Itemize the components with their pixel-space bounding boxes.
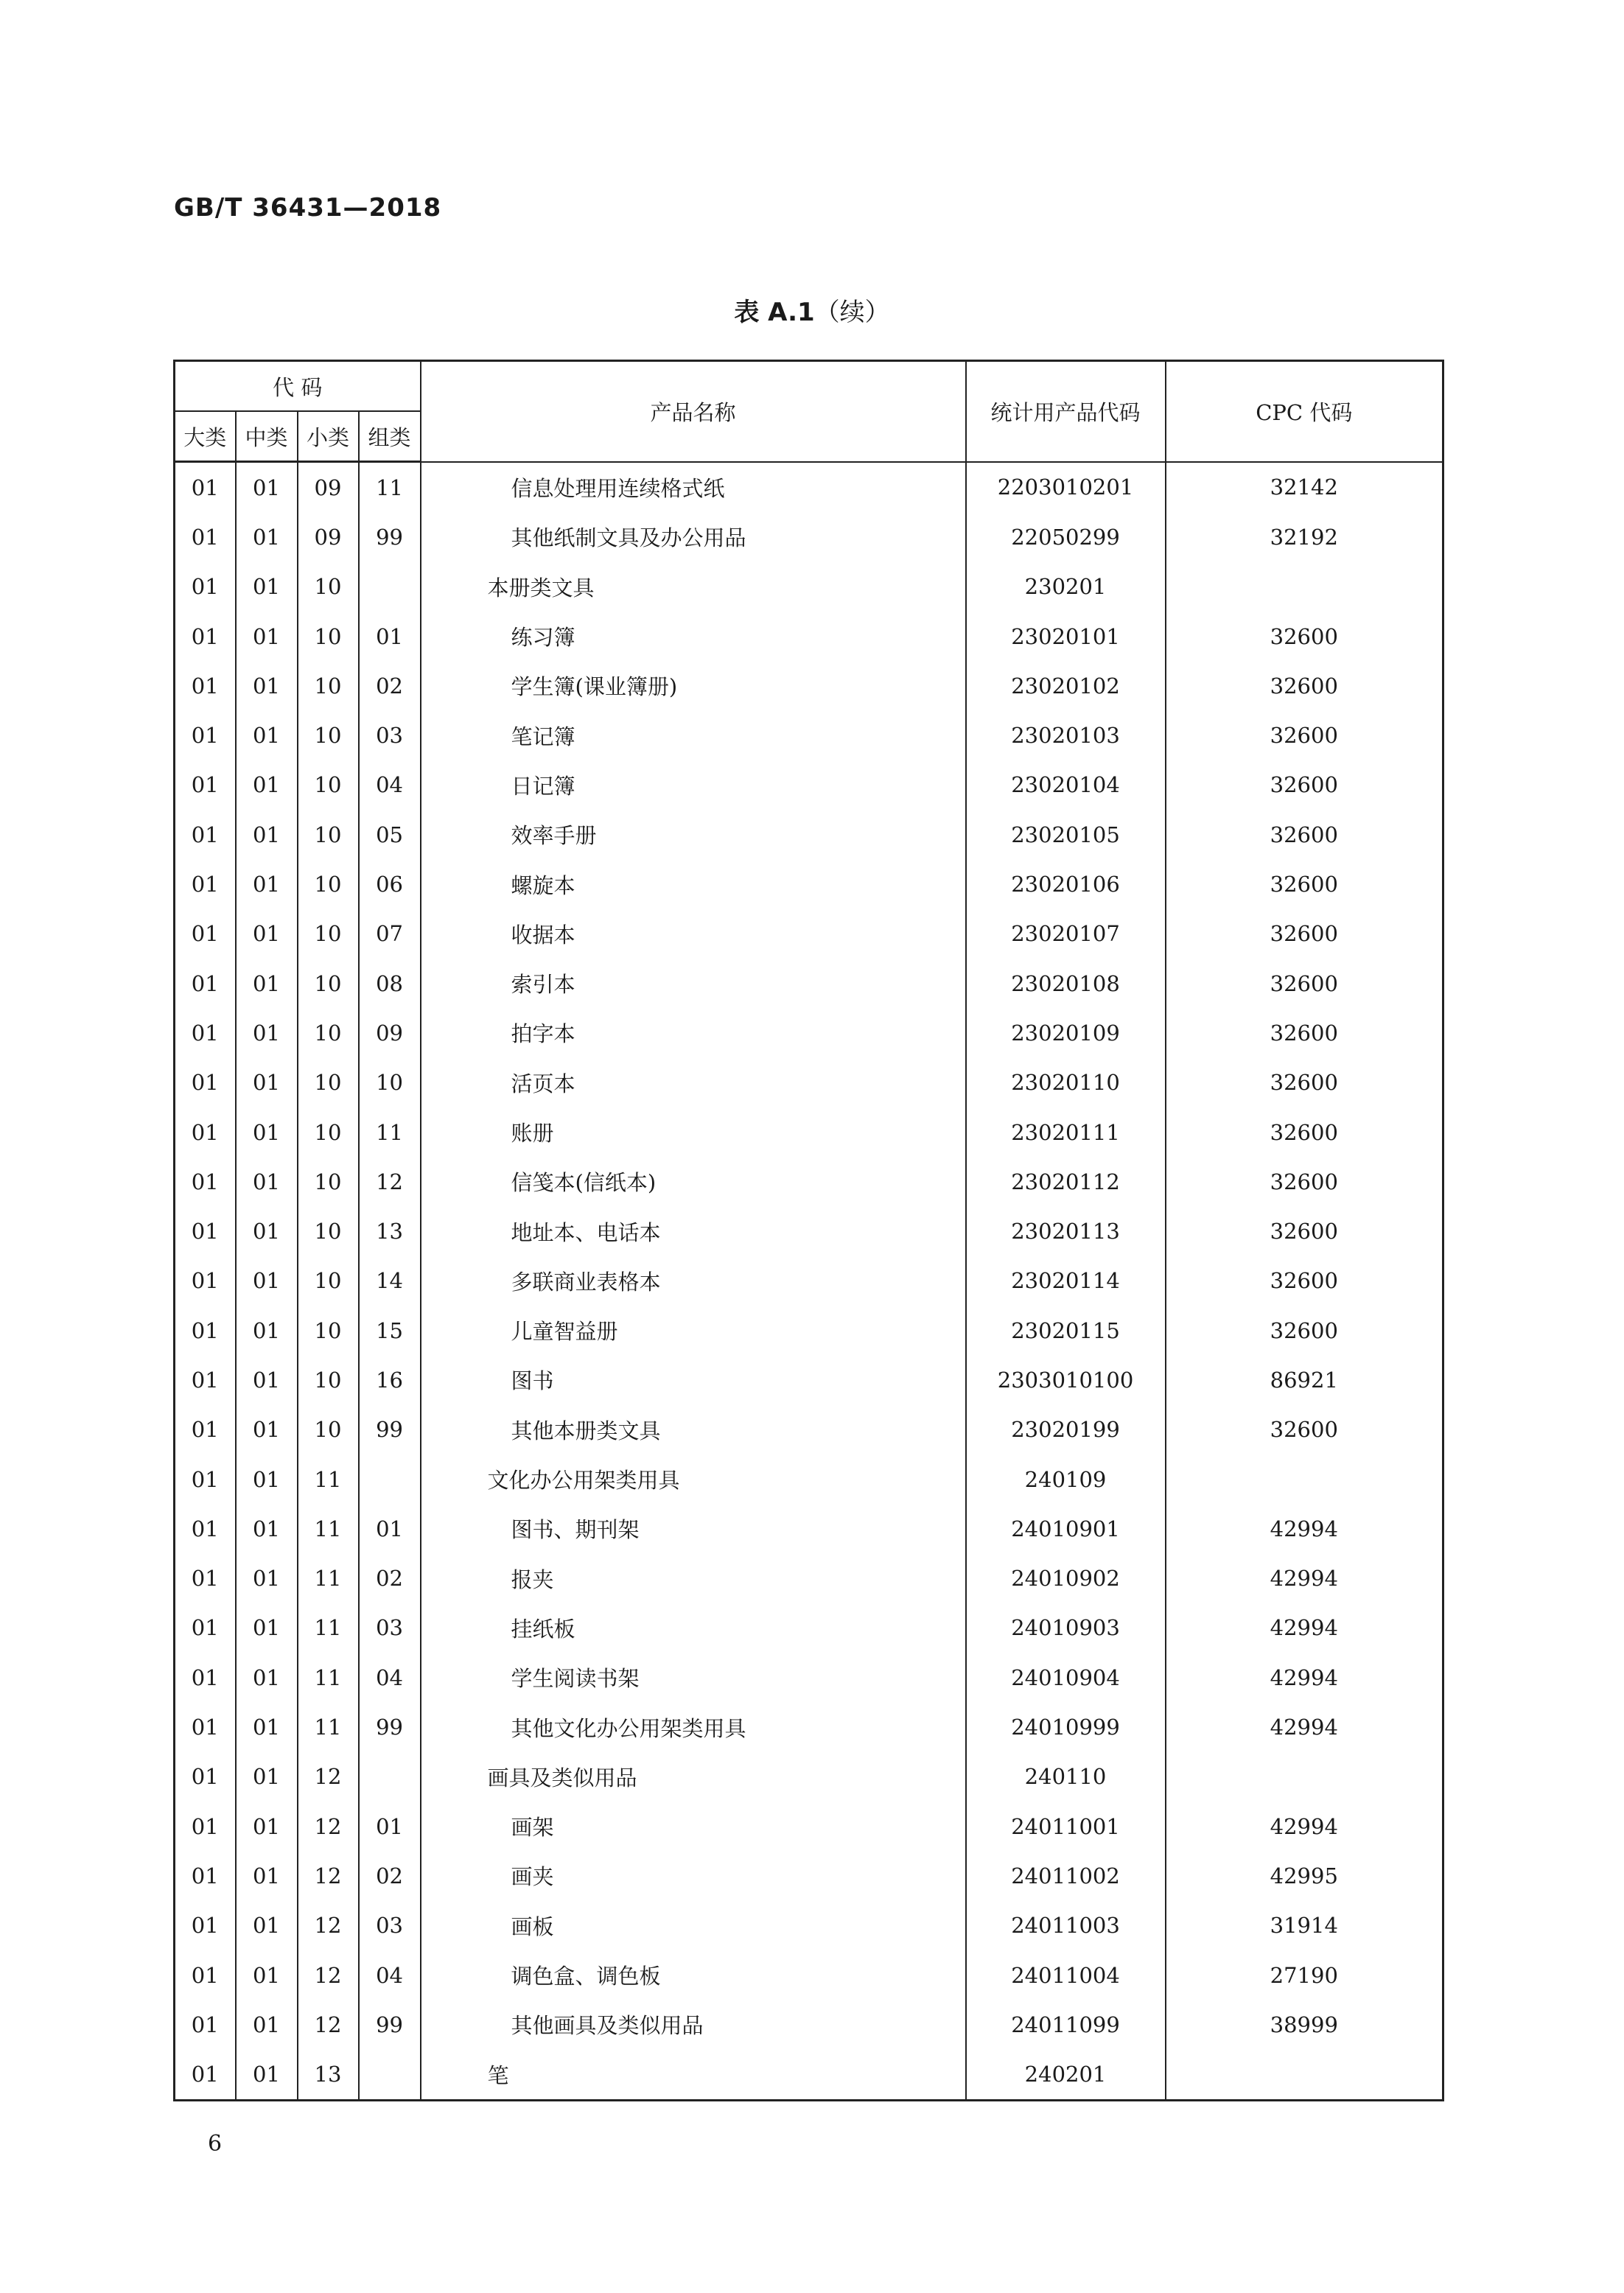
table-row <box>175 1802 1443 1851</box>
group-class-cell: 99 <box>359 1702 421 1751</box>
cpc-code-cell: 32600 <box>1166 760 1443 810</box>
table-row <box>175 1603 1443 1653</box>
product-name-cell: 笔 <box>421 2050 966 2101</box>
minor-class-cell: 10 <box>298 1058 359 1107</box>
major-class-cell: 01 <box>175 1504 236 1553</box>
major-class-cell: 01 <box>175 710 236 760</box>
product-name-cell: 调色盒、调色板 <box>421 1950 966 2000</box>
minor-class-cell: 11 <box>298 1653 359 1702</box>
major-class-cell: 01 <box>175 959 236 1008</box>
minor-class-cell: 09 <box>298 462 359 513</box>
cpc-code-cell: 42994 <box>1166 1653 1443 1702</box>
stat-code-cell: 240201 <box>966 2050 1166 2101</box>
product-name-cell: 图书 <box>421 1355 966 1404</box>
minor-class-cell: 10 <box>298 760 359 810</box>
group-class-cell: 03 <box>359 1901 421 1950</box>
middle-class-cell: 01 <box>236 1752 298 1802</box>
middle-class-cell: 01 <box>236 1405 298 1454</box>
table-row <box>175 959 1443 1008</box>
product-name-cell: 儿童智益册 <box>421 1306 966 1355</box>
minor-class-cell: 11 <box>298 1554 359 1603</box>
minor-class-cell: 10 <box>298 859 359 909</box>
middle-class-cell: 01 <box>236 2000 298 2049</box>
minor-class-cell: 10 <box>298 810 359 859</box>
major-class-cell: 01 <box>175 1702 236 1751</box>
stat-code-cell: 23020109 <box>966 1008 1166 1057</box>
product-name-cell: 收据本 <box>421 909 966 959</box>
cpc-code-cell: 32600 <box>1166 661 1443 710</box>
stat-code-cell: 23020101 <box>966 612 1166 661</box>
cpc-code-cell: 27190 <box>1166 1950 1443 2000</box>
product-name-cell: 活页本 <box>421 1058 966 1107</box>
minor-class-cell: 10 <box>298 909 359 959</box>
middle-class-cell: 01 <box>236 1504 298 1553</box>
group-class-cell: 99 <box>359 1405 421 1454</box>
cpc-code-cell <box>1166 1454 1443 1504</box>
stat-code-cell: 23020113 <box>966 1206 1166 1256</box>
middle-class-cell: 01 <box>236 859 298 909</box>
minor-class-cell: 12 <box>298 1851 359 1900</box>
table-row <box>175 512 1443 561</box>
middle-class-cell: 01 <box>236 1107 298 1157</box>
table-row <box>175 1752 1443 1802</box>
stat-code-cell: 23020112 <box>966 1157 1166 1206</box>
minor-class-cell: 12 <box>298 2000 359 2049</box>
minor-class-cell: 11 <box>298 1504 359 1553</box>
cpc-code-cell: 31914 <box>1166 1901 1443 1950</box>
table-row <box>175 1256 1443 1306</box>
group-class-cell <box>359 1752 421 1802</box>
minor-class-cell: 10 <box>298 959 359 1008</box>
cpc-code-cell <box>1166 1752 1443 1802</box>
cpc-code-cell: 42994 <box>1166 1603 1443 1653</box>
table-title <box>0 292 1624 328</box>
middle-class-cell: 01 <box>236 1901 298 1950</box>
major-class-cell: 01 <box>175 1206 236 1256</box>
middle-class-cell: 01 <box>236 810 298 859</box>
table-row <box>175 661 1443 710</box>
stat-code-cell: 23020115 <box>966 1306 1166 1355</box>
stat-code-cell: 23020103 <box>966 710 1166 760</box>
product-name-cell: 学生阅读书架 <box>421 1653 966 1702</box>
minor-class-cell: 12 <box>298 1752 359 1802</box>
group-class-cell: 01 <box>359 1802 421 1851</box>
middle-class-cell: 01 <box>236 1851 298 1900</box>
table-row <box>175 1206 1443 1256</box>
group-class-cell: 09 <box>359 1008 421 1057</box>
product-name-cell: 地址本、电话本 <box>421 1206 966 1256</box>
table-row <box>175 1504 1443 1553</box>
group-class-cell: 13 <box>359 1206 421 1256</box>
product-name-cell: 画具及类似用品 <box>421 1752 966 1802</box>
table-row <box>175 1405 1443 1454</box>
middle-class-cell: 01 <box>236 1256 298 1306</box>
product-name-cell: 文化办公用架类用具 <box>421 1454 966 1504</box>
group-class-cell: 15 <box>359 1306 421 1355</box>
minor-class-cell: 10 <box>298 562 359 612</box>
minor-class-cell: 10 <box>298 1405 359 1454</box>
group-class-header: 组类 <box>359 411 421 462</box>
minor-class-cell: 12 <box>298 1802 359 1851</box>
major-class-cell: 01 <box>175 1256 236 1306</box>
cpc-code-cell: 86921 <box>1166 1355 1443 1404</box>
standard-code: GB/T 36431—2018 <box>174 193 442 223</box>
middle-class-cell: 01 <box>236 1603 298 1653</box>
cpc-code-cell: 32600 <box>1166 1206 1443 1256</box>
cpc-code-cell: 42995 <box>1166 1851 1443 1900</box>
table-row <box>175 760 1443 810</box>
major-class-cell: 01 <box>175 1008 236 1057</box>
major-class-cell: 01 <box>175 512 236 561</box>
minor-class-cell: 12 <box>298 1901 359 1950</box>
table-row <box>175 1653 1443 1702</box>
product-name-header: 产品名称 <box>421 361 966 462</box>
table-row <box>175 909 1443 959</box>
major-class-cell: 01 <box>175 1901 236 1950</box>
group-class-cell: 05 <box>359 810 421 859</box>
product-name-cell: 其他纸制文具及办公用品 <box>421 512 966 561</box>
stat-code-cell: 23020106 <box>966 859 1166 909</box>
cpc-code-cell: 32600 <box>1166 1157 1443 1206</box>
middle-class-cell: 01 <box>236 1802 298 1851</box>
product-name-cell: 画夹 <box>421 1851 966 1900</box>
product-name-cell: 账册 <box>421 1107 966 1157</box>
major-class-cell: 01 <box>175 1157 236 1206</box>
middle-class-cell: 01 <box>236 512 298 561</box>
major-class-header: 大类 <box>175 411 236 462</box>
minor-class-cell: 10 <box>298 1355 359 1404</box>
cpc-code-header: CPC 代码 <box>1166 361 1443 462</box>
stat-code-cell: 23020105 <box>966 810 1166 859</box>
table-row <box>175 612 1443 661</box>
major-class-cell: 01 <box>175 1554 236 1603</box>
middle-class-cell: 01 <box>236 1008 298 1057</box>
group-class-cell: 01 <box>359 612 421 661</box>
middle-class-cell: 01 <box>236 959 298 1008</box>
group-class-cell: 99 <box>359 2000 421 2049</box>
major-class-cell: 01 <box>175 1454 236 1504</box>
minor-class-cell: 11 <box>298 1702 359 1751</box>
table-row <box>175 710 1443 760</box>
cpc-code-cell: 32600 <box>1166 1058 1443 1107</box>
stat-code-cell: 24011004 <box>966 1950 1166 2000</box>
cpc-code-cell: 32600 <box>1166 909 1443 959</box>
table-row <box>175 1355 1443 1404</box>
stat-code-cell: 24011003 <box>966 1901 1166 1950</box>
table-row <box>175 1851 1443 1900</box>
major-class-cell: 01 <box>175 1306 236 1355</box>
cpc-code-cell: 32600 <box>1166 1405 1443 1454</box>
product-name-cell: 其他文化办公用架类用具 <box>421 1702 966 1751</box>
minor-class-cell: 10 <box>298 661 359 710</box>
middle-class-cell: 01 <box>236 760 298 810</box>
stat-code-cell: 24011099 <box>966 2000 1166 2049</box>
group-class-cell <box>359 1454 421 1504</box>
stat-code-cell: 23020104 <box>966 760 1166 810</box>
group-class-cell <box>359 562 421 612</box>
major-class-cell: 01 <box>175 1058 236 1107</box>
table-row <box>175 1554 1443 1603</box>
stat-code-cell: 230201 <box>966 562 1166 612</box>
table-row <box>175 1454 1443 1504</box>
major-class-cell: 01 <box>175 1355 236 1404</box>
group-class-cell: 14 <box>359 1256 421 1306</box>
major-class-cell: 01 <box>175 562 236 612</box>
table-row <box>175 462 1443 513</box>
table-row <box>175 1306 1443 1355</box>
table-title-suffix: （续） <box>814 298 890 327</box>
group-class-cell: 03 <box>359 710 421 760</box>
minor-class-cell: 12 <box>298 1950 359 2000</box>
minor-class-cell: 10 <box>298 1107 359 1157</box>
cpc-code-cell: 32600 <box>1166 810 1443 859</box>
middle-class-cell: 01 <box>236 1653 298 1702</box>
minor-class-cell: 10 <box>298 1256 359 1306</box>
stat-code-cell: 23020114 <box>966 1256 1166 1306</box>
minor-class-header: 小类 <box>298 411 359 462</box>
minor-class-cell: 09 <box>298 512 359 561</box>
product-name-cell: 索引本 <box>421 959 966 1008</box>
minor-class-cell: 10 <box>298 1206 359 1256</box>
major-class-cell: 01 <box>175 612 236 661</box>
middle-class-cell: 01 <box>236 1206 298 1256</box>
major-class-cell: 01 <box>175 760 236 810</box>
stat-code-cell: 24011002 <box>966 1851 1166 1900</box>
minor-class-cell: 11 <box>298 1603 359 1653</box>
stat-code-cell: 23020108 <box>966 959 1166 1008</box>
middle-class-cell: 01 <box>236 1058 298 1107</box>
product-name-cell: 笔记簿 <box>421 710 966 760</box>
cpc-code-cell: 42994 <box>1166 1504 1443 1553</box>
group-class-cell: 04 <box>359 1653 421 1702</box>
stat-code-cell: 2203010201 <box>966 462 1166 513</box>
product-name-cell: 练习簿 <box>421 612 966 661</box>
table-row <box>175 1901 1443 1950</box>
stat-code-cell: 2303010100 <box>966 1355 1166 1404</box>
cpc-code-cell: 42994 <box>1166 1802 1443 1851</box>
cpc-code-cell <box>1166 562 1443 612</box>
table-row <box>175 2050 1443 2101</box>
product-name-cell: 学生簿(课业簿册) <box>421 661 966 710</box>
minor-class-cell: 11 <box>298 1454 359 1504</box>
stat-code-cell: 23020199 <box>966 1405 1166 1454</box>
product-name-cell: 其他画具及类似用品 <box>421 2000 966 2049</box>
major-class-cell: 01 <box>175 1851 236 1900</box>
group-class-cell: 02 <box>359 1554 421 1603</box>
group-class-cell: 03 <box>359 1603 421 1653</box>
product-code-table <box>173 360 1444 2101</box>
table-row <box>175 2000 1443 2049</box>
group-class-cell: 16 <box>359 1355 421 1404</box>
product-name-cell: 挂纸板 <box>421 1603 966 1653</box>
major-class-cell: 01 <box>175 462 236 513</box>
table-row <box>175 810 1443 859</box>
table-row <box>175 1950 1443 2000</box>
minor-class-cell: 10 <box>298 1306 359 1355</box>
product-name-cell: 螺旋本 <box>421 859 966 909</box>
middle-class-cell: 01 <box>236 1702 298 1751</box>
table-body <box>175 462 1443 2101</box>
major-class-cell: 01 <box>175 909 236 959</box>
product-name-cell: 报夹 <box>421 1554 966 1603</box>
major-class-cell: 01 <box>175 1405 236 1454</box>
middle-class-cell: 01 <box>236 1454 298 1504</box>
product-name-cell: 其他本册类文具 <box>421 1405 966 1454</box>
cpc-code-cell: 32600 <box>1166 1008 1443 1057</box>
product-name-cell: 拍字本 <box>421 1008 966 1057</box>
middle-class-cell: 01 <box>236 612 298 661</box>
group-class-cell: 11 <box>359 1107 421 1157</box>
product-name-cell: 本册类文具 <box>421 562 966 612</box>
major-class-cell: 01 <box>175 661 236 710</box>
middle-class-cell: 01 <box>236 1950 298 2000</box>
stat-code-cell: 23020110 <box>966 1058 1166 1107</box>
product-name-cell: 信笺本(信纸本) <box>421 1157 966 1206</box>
middle-class-cell: 01 <box>236 661 298 710</box>
cpc-code-cell: 32600 <box>1166 1306 1443 1355</box>
stat-code-cell: 23020111 <box>966 1107 1166 1157</box>
table-row <box>175 1157 1443 1206</box>
group-class-cell: 06 <box>359 859 421 909</box>
cpc-code-cell: 32142 <box>1166 462 1443 513</box>
cpc-code-cell: 32192 <box>1166 512 1443 561</box>
product-name-cell: 画板 <box>421 1901 966 1950</box>
stat-code-cell: 23020102 <box>966 661 1166 710</box>
major-class-cell: 01 <box>175 810 236 859</box>
middle-class-cell: 01 <box>236 1355 298 1404</box>
table-row <box>175 859 1443 909</box>
minor-class-cell: 13 <box>298 2050 359 2101</box>
stat-code-cell: 23020107 <box>966 909 1166 959</box>
table-row <box>175 562 1443 612</box>
stat-code-cell: 24010903 <box>966 1603 1166 1653</box>
middle-class-cell: 01 <box>236 1157 298 1206</box>
group-class-cell: 01 <box>359 1504 421 1553</box>
major-class-cell: 01 <box>175 1653 236 1702</box>
stat-code-cell: 24010904 <box>966 1653 1166 1702</box>
stat-code-cell: 24010902 <box>966 1554 1166 1603</box>
group-class-cell: 10 <box>359 1058 421 1107</box>
stat-code-cell: 24010901 <box>966 1504 1166 1553</box>
cpc-code-cell: 32600 <box>1166 710 1443 760</box>
group-class-cell: 02 <box>359 1851 421 1900</box>
stat-code-header: 统计用产品代码 <box>966 361 1166 462</box>
major-class-cell: 01 <box>175 1752 236 1802</box>
cpc-code-cell: 38999 <box>1166 2000 1443 2049</box>
group-class-cell: 11 <box>359 462 421 513</box>
cpc-code-cell: 32600 <box>1166 1256 1443 1306</box>
major-class-cell: 01 <box>175 1802 236 1851</box>
major-class-cell: 01 <box>175 2050 236 2101</box>
product-name-cell: 信息处理用连续格式纸 <box>421 462 966 513</box>
major-class-cell: 01 <box>175 1107 236 1157</box>
middle-class-cell: 01 <box>236 2050 298 2101</box>
middle-class-cell: 01 <box>236 710 298 760</box>
code-group-header: 代 码 <box>175 361 421 412</box>
minor-class-cell: 10 <box>298 1008 359 1057</box>
group-class-cell: 12 <box>359 1157 421 1206</box>
stat-code-cell: 24011001 <box>966 1802 1166 1851</box>
page-number: 6 <box>208 2131 223 2157</box>
minor-class-cell: 10 <box>298 710 359 760</box>
group-class-cell: 04 <box>359 760 421 810</box>
middle-class-header: 中类 <box>236 411 298 462</box>
table-row <box>175 1107 1443 1157</box>
major-class-cell: 01 <box>175 1603 236 1653</box>
major-class-cell: 01 <box>175 859 236 909</box>
stat-code-cell: 240110 <box>966 1752 1166 1802</box>
stat-code-cell: 240109 <box>966 1454 1166 1504</box>
table-title-label: 表 A.1 <box>734 298 815 327</box>
group-class-cell: 07 <box>359 909 421 959</box>
cpc-code-cell: 42994 <box>1166 1702 1443 1751</box>
table-row <box>175 1058 1443 1107</box>
stat-code-cell: 24010999 <box>966 1702 1166 1751</box>
group-class-cell: 99 <box>359 512 421 561</box>
group-class-cell: 04 <box>359 1950 421 2000</box>
cpc-code-cell: 42994 <box>1166 1554 1443 1603</box>
cpc-code-cell: 32600 <box>1166 1107 1443 1157</box>
product-name-cell: 图书、期刊架 <box>421 1504 966 1553</box>
group-class-cell <box>359 2050 421 2101</box>
major-class-cell: 01 <box>175 1950 236 2000</box>
middle-class-cell: 01 <box>236 1554 298 1603</box>
middle-class-cell: 01 <box>236 1306 298 1355</box>
cpc-code-cell <box>1166 2050 1443 2101</box>
product-name-cell: 多联商业表格本 <box>421 1256 966 1306</box>
product-name-cell: 效率手册 <box>421 810 966 859</box>
middle-class-cell: 01 <box>236 562 298 612</box>
product-name-cell: 画架 <box>421 1802 966 1851</box>
product-name-cell: 日记簿 <box>421 760 966 810</box>
table-row <box>175 1008 1443 1057</box>
group-class-cell: 08 <box>359 959 421 1008</box>
cpc-code-cell: 32600 <box>1166 859 1443 909</box>
major-class-cell: 01 <box>175 2000 236 2049</box>
table-row <box>175 1702 1443 1751</box>
cpc-code-cell: 32600 <box>1166 612 1443 661</box>
minor-class-cell: 10 <box>298 1157 359 1206</box>
middle-class-cell: 01 <box>236 909 298 959</box>
minor-class-cell: 10 <box>298 612 359 661</box>
group-class-cell: 02 <box>359 661 421 710</box>
stat-code-cell: 22050299 <box>966 512 1166 561</box>
middle-class-cell: 01 <box>236 462 298 513</box>
cpc-code-cell: 32600 <box>1166 959 1443 1008</box>
